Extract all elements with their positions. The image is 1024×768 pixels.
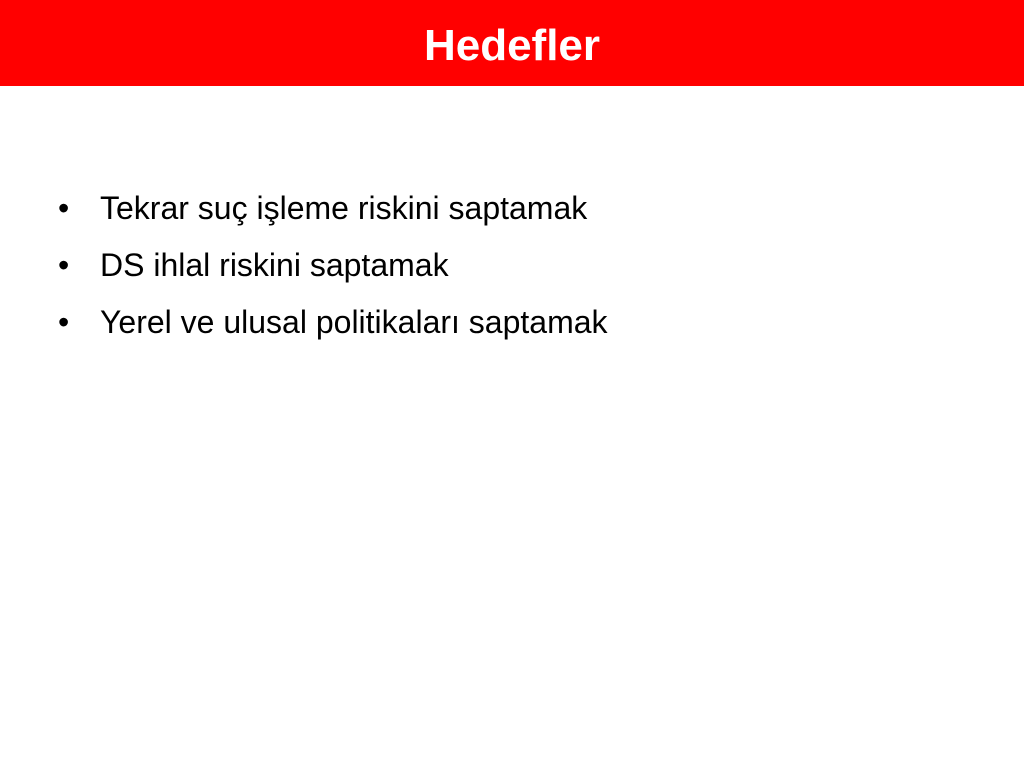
slide-title: Hedefler: [423, 21, 601, 70]
title-bar: [0, 0, 1024, 86]
list-item: [58, 304, 608, 361]
bullet-list: [58, 190, 608, 361]
list-item: [58, 190, 608, 247]
bullet-text: DS ihlal riskini saptamak: [100, 247, 449, 283]
bullet-icon: •: [58, 304, 70, 340]
bullet-icon: •: [58, 247, 70, 283]
bullet-icon: •: [58, 190, 70, 226]
bullet-text: Yerel ve ulusal politikaları saptamak: [100, 304, 608, 340]
bullet-text: Tekrar suç işleme riskini saptamak: [100, 190, 588, 226]
list-item: [58, 247, 608, 304]
